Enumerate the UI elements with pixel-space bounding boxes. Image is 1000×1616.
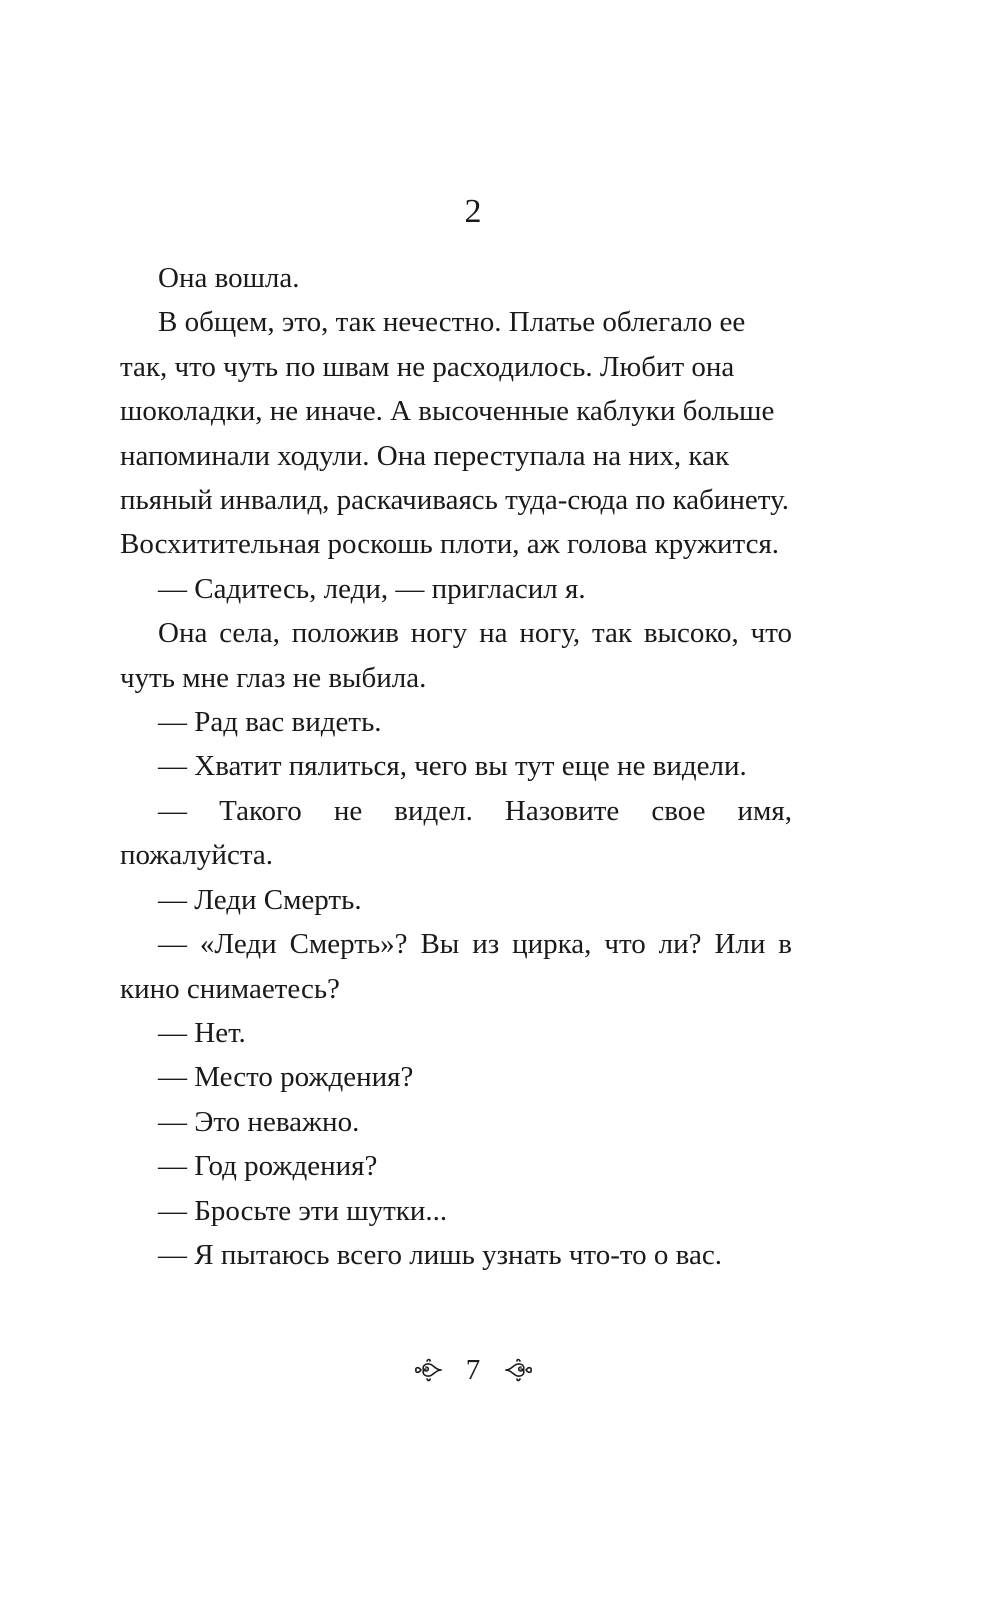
chapter-number: 2	[464, 193, 482, 230]
paragraph: — Рад вас видеть.	[158, 706, 382, 739]
body-text	[120, 256, 792, 1277]
paragraph: — Такого не видел. Назовите свое имя, пожалуйста.	[120, 794, 792, 872]
paragraph: — Место рождения?	[158, 1061, 414, 1094]
paragraph: — Садитесь, леди, — пригласил я.	[158, 572, 586, 605]
page-number: 7	[465, 1354, 481, 1387]
paragraph: Она вошла.	[158, 262, 300, 294]
paragraph: — «Леди Смерть»? Вы из цирка, что ли? Или в кино снимаетесь?	[120, 928, 792, 1005]
paragraph: — Нет.	[158, 1016, 246, 1049]
paragraph: — Хватит пялиться, чего вы тут еще не видели.	[158, 750, 747, 783]
paragraph: — Год рождения?	[158, 1150, 378, 1183]
page-folio	[0, 1346, 946, 1392]
paragraph: В общем, это, так нечестно. Платье облегало ее так, что чуть по швам не расходилось. Любит она шоколадки, не иначе. А высоченные каблуки больше напоминали ходули. Она переступала на них, как пьяный инвалид, раскачиваясь туда-сюда по кабинету. Восхитительная роскошь плоти, аж голова кружится.	[120, 306, 789, 561]
paragraph: — Я пытаюсь всего лишь узнать что-то о вас.	[158, 1238, 722, 1271]
paragraph: Она села, положив ногу на ногу, так высоко, что чуть мне глаз не выбила.	[120, 617, 792, 694]
paragraph: — Леди Смерть.	[158, 883, 362, 916]
scroll-ornament-right-icon	[504, 1357, 534, 1383]
paragraph: — Бросьте эти шутки...	[158, 1194, 448, 1227]
scroll-ornament-left-icon	[413, 1357, 443, 1383]
paragraph: — Это неважно.	[158, 1105, 360, 1138]
